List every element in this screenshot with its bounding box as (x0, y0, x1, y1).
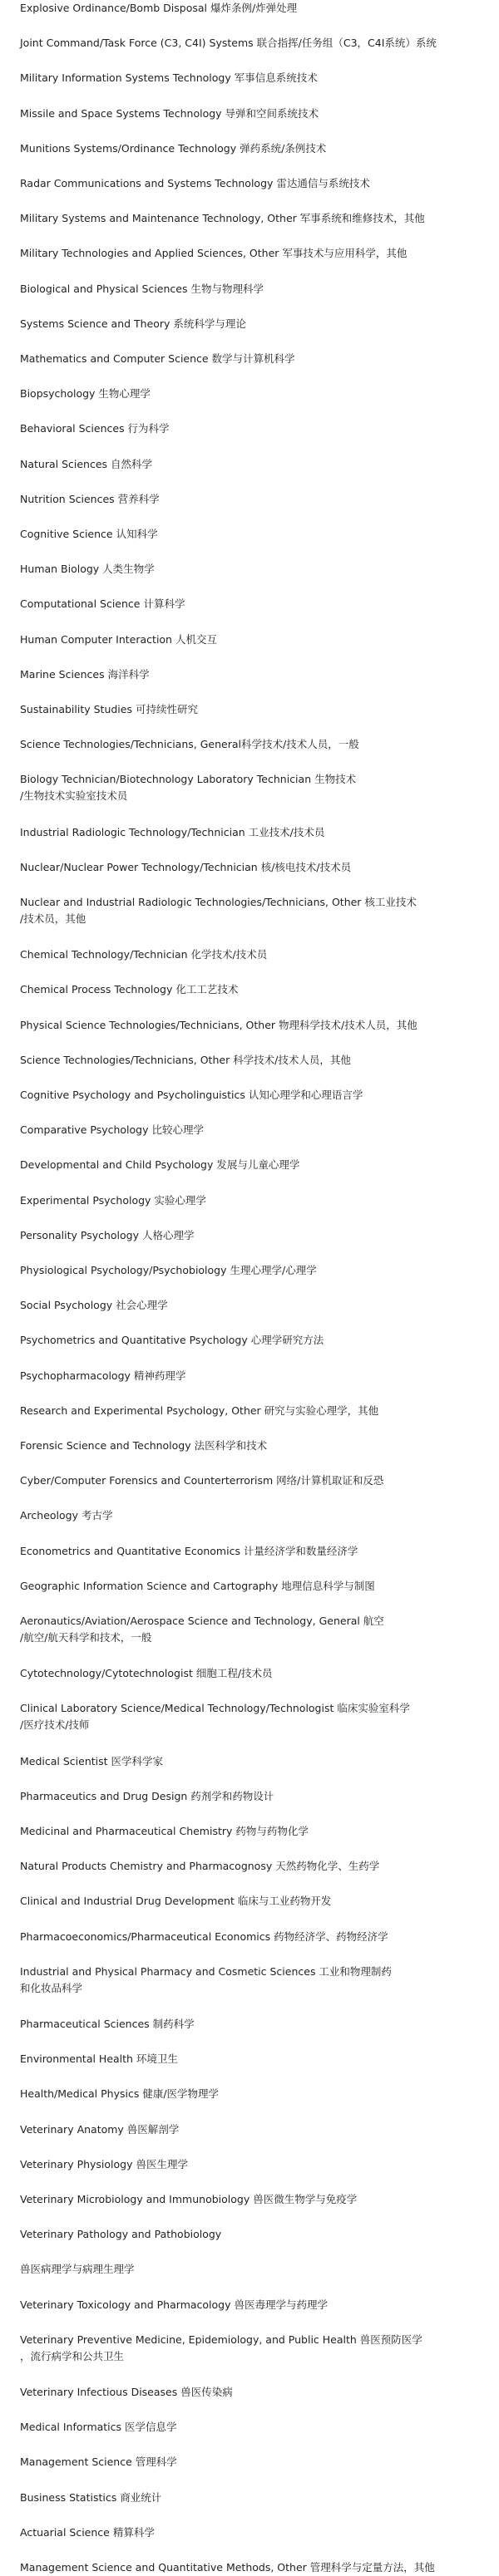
list-item-line: Pharmaceutics and Drug Design 药剂学和药物设计 (20, 1789, 274, 1802)
list-item (20, 1368, 469, 1384)
list-item-line: Chemical Process Technology 化工工艺技术 (20, 983, 239, 996)
list-item-line: Business Statistics 商业统计 (20, 2490, 162, 2504)
list-item (20, 701, 469, 718)
list-item (20, 2191, 469, 2208)
list-item-line: Marine Sciences 海洋科学 (20, 667, 150, 681)
list-item-line: Natural Products Chemistry and Pharmacognosy 天然药物化学、生药学 (20, 1860, 380, 1873)
list-item (20, 386, 469, 402)
list-item (20, 491, 469, 508)
list-item (20, 210, 469, 227)
list-item (20, 2297, 469, 2313)
list-item-line: Science Technologies/Technicians, General科学技术/技术人员，一般 (20, 738, 359, 751)
list-item (20, 2086, 469, 2102)
list-item-line: Management Science 管理科学 (20, 2456, 177, 2469)
list-item (20, 1507, 469, 1524)
list-item-line: Nutrition Sciences 营养科学 (20, 492, 160, 505)
list-item-line: Developmental and Child Psychology 发展与儿童心理学 (20, 1158, 300, 1172)
list-item (20, 0, 469, 17)
list-item-line: Radar Communications and Systems Technology 雷达通信与系统技术 (20, 177, 370, 189)
list-item (20, 1665, 469, 1682)
list-item-line: Aeronautics/Aviation/Aerospace Science and Technology, General 航空 (20, 1615, 384, 1627)
list-item (20, 1858, 469, 1875)
list-item-line: Industrial Radiologic Technology/Technician 工业技术/技术员 (20, 825, 325, 838)
list-item-line: Physical Science Technologies/Technicians, Other 物理科学技术/技术人员，其他 (20, 1018, 417, 1031)
list-item (20, 2051, 469, 2067)
list-item-line: Veterinary Preventive Medicine, Epidemiology, and Public Health 兽医预防医学 (20, 2333, 422, 2346)
list-item (20, 245, 469, 262)
list-item (20, 2121, 469, 2138)
list-item (20, 1227, 469, 1244)
list-item (20, 1192, 469, 1209)
list-item-line: Industrial and Physical Pharmacy and Cosmetic Sciences 工业和物理制药 (20, 1964, 392, 1978)
list-item-line: Clinical Laboratory Science/Medical Technology/Technologist 临床实验室科学 (20, 1702, 410, 1715)
list-item-line: Experimental Psychology 实验心理学 (20, 1193, 206, 1207)
list-item-line: Geographic Information Science and Cartography 地理信息科学与制图 (20, 1579, 375, 1592)
list-item (20, 736, 469, 753)
list-item-line: Medical Informatics 医学信息学 (20, 2421, 177, 2434)
list-item-line: Sustainability Studies 可持续性研究 (20, 703, 198, 715)
list-item-line: Social Psychology 社会心理学 (20, 1299, 168, 1312)
list-item (20, 351, 469, 367)
list-item-line: Military Technologies and Applied Sciences, Other 军事技术与应用科学，其他 (20, 247, 408, 260)
list-item-line: Veterinary Pathology and Pathobiology (20, 2228, 222, 2241)
list-item-line: Medicinal and Pharmaceutical Chemistry 药物与药物化学 (20, 1825, 309, 1837)
list-item (20, 420, 469, 437)
list-item-line: /生物技术实验室技术员 (20, 789, 128, 803)
list-item (20, 2419, 469, 2436)
list-item (20, 981, 469, 998)
list-item-line: Computational Science 计算科学 (20, 597, 185, 611)
list-item-line: Science Technologies/Technicians, Other 科学技术/技术人员，其他 (20, 1053, 351, 1066)
list-item-line: Physiological Psychology/Psychobiology 生理心理学/心理学 (20, 1264, 317, 1276)
list-item (20, 1472, 469, 1489)
list-item (20, 2156, 469, 2173)
list-item-line: Psychopharmacology 精神药理学 (20, 1369, 186, 1382)
list-item-line: Munitions Systems/Ordinance Technology 弹药系统/条例技术 (20, 141, 327, 155)
list-item (20, 70, 469, 86)
list-item-line: Personality Psychology 人格心理学 (20, 1228, 195, 1241)
list-item-line: Chemical Technology/Technician 化学技术/技术员 (20, 948, 268, 961)
list-item (20, 1753, 469, 1770)
list-item (20, 1929, 469, 1945)
list-item-line: Joint Command/Task Force (C3, C4I) Systems 联合指挥/任务组（C3，C4I系统）系统 (20, 37, 437, 50)
list-item (20, 824, 469, 841)
list-item (20, 106, 469, 122)
list-item-line: /医疗技术/技师 (20, 1718, 90, 1732)
list-item-line: Nuclear/Nuclear Power Technology/Technician 核/核电技术/技术员 (20, 860, 352, 873)
list-item-line: Natural Sciences 自然科学 (20, 457, 153, 470)
list-item-line: Veterinary Physiology 兽医生理学 (20, 2157, 188, 2170)
list-item-line: Nuclear and Industrial Radiologic Technologies/Technicians, Other 核工业技术 (20, 896, 417, 908)
list-item-line: Psychometrics and Quantitative Psychology 心理学研究方法 (20, 1334, 324, 1347)
list-item (20, 1964, 469, 1997)
list-item-line: Veterinary Infectious Diseases 兽医传染病 (20, 2386, 233, 2398)
list-item (20, 946, 469, 963)
list-item-line: Cognitive Science 认知科学 (20, 528, 158, 540)
list-item-line: Archeology 考古学 (20, 1509, 113, 1522)
list-item (20, 596, 469, 612)
list-item-line: Health/Medical Physics 健康/医学物理学 (20, 2087, 220, 2101)
list-item-line: Cyber/Computer Forensics and Counterterrorism 网络/计算机取证和反恐 (20, 1474, 384, 1487)
list-item (20, 281, 469, 297)
list-item-line: Cytotechnology/Cytotechnologist 细胞工程/技术员 (20, 1667, 273, 1680)
list-item-line: Econometrics and Quantitative Economics 计量经济学和数量经济学 (20, 1544, 358, 1557)
list-item (20, 2454, 469, 2470)
list-item (20, 2559, 469, 2576)
list-item (20, 2226, 469, 2243)
list-item-line: Cognitive Psychology and Psycholinguistics 认知心理学和心理语言学 (20, 1089, 363, 1101)
list-item (20, 1332, 469, 1349)
list-item (20, 1438, 469, 1454)
list-item-line: Explosive Ordinance/Bomb Disposal 爆炸条例/炸弹处理 (20, 2, 298, 14)
list-item-line: Biopsychology 生物心理学 (20, 387, 151, 401)
list-item (20, 526, 469, 543)
list-item-line: Biology Technician/Biotechnology Laboratory Technician 生物技术 (20, 773, 357, 786)
list-item-line: Veterinary Anatomy 兽医解剖学 (20, 2122, 180, 2136)
list-item-line: ，流行病学和公共卫生 (20, 2349, 125, 2362)
list-item (20, 2261, 469, 2278)
list-item-line: Actuarial Science 精算科学 (20, 2525, 155, 2539)
list-item (20, 1823, 469, 1840)
list-item-line: Forensic Science and Technology 法医科学和技术 (20, 1439, 268, 1452)
list-item (20, 1262, 469, 1279)
list-item-line: Military Systems and Maintenance Technology, Other 军事系统和维修技术，其他 (20, 212, 425, 225)
list-item-line: Veterinary Toxicology and Pharmacology 兽医毒理学与药理学 (20, 2298, 328, 2311)
list-item-line: Missile and Space Systems Technology 导弹和空间系统技术 (20, 106, 319, 120)
list-item-line: Medical Scientist 医学科学家 (20, 1754, 164, 1767)
list-item (20, 2332, 469, 2365)
list-item-line: Management Science and Quantitative Methods, Other 管理科学与定量方法，其他 (20, 2561, 435, 2574)
list-item-line: 和化妆品科学 (20, 1981, 83, 1994)
list-item (20, 456, 469, 473)
list-item (20, 2016, 469, 2033)
list-item (20, 1122, 469, 1138)
list-item-line: Research and Experimental Psychology, Other 研究与实验心理学，其他 (20, 1404, 379, 1417)
list-item (20, 2384, 469, 2401)
list-item (20, 1543, 469, 1560)
list-item-line: /技术员，其他 (20, 912, 86, 925)
list-item (20, 1052, 469, 1069)
list-item (20, 1157, 469, 1173)
list-item (20, 1788, 469, 1805)
list-item-line: Human Computer Interaction 人机交互 (20, 632, 217, 646)
list-item (20, 1087, 469, 1104)
list-item (20, 632, 469, 648)
list-item (20, 316, 469, 332)
list-item (20, 771, 469, 804)
list-item (20, 859, 469, 876)
list-item (20, 1893, 469, 1910)
list-item-line: Military Information Systems Technology 军事信息系统技术 (20, 71, 318, 85)
list-item (20, 1700, 469, 1733)
list-item-line: Systems Science and Theory 系统科学与理论 (20, 317, 246, 330)
list-item-line: Comparative Psychology 比较心理学 (20, 1123, 204, 1137)
list-item-line: Pharmacoeconomics/Pharmaceutical Economics 药物经济学、药物经济学 (20, 1930, 388, 1943)
list-item-line: /航空/航天科学和技术，一般 (20, 1631, 152, 1644)
list-item (20, 35, 469, 52)
list-item (20, 2524, 469, 2541)
list-item (20, 666, 469, 683)
list-item (20, 175, 469, 192)
list-item (20, 1613, 469, 1646)
list-item-line: Environmental Health 环境卫生 (20, 2052, 178, 2066)
list-item (20, 1403, 469, 1419)
list-item-line: Biological and Physical Sciences 生物与物理科学 (20, 282, 264, 295)
list-item (20, 561, 469, 578)
list-item-line: Human Biology 人类生物学 (20, 563, 155, 576)
list-item-line: Veterinary Microbiology and Immunobiology 兽医微生物学与免疫学 (20, 2193, 358, 2205)
list-item (20, 2490, 469, 2506)
list-item-line: 兽医病理学与病理生理学 (20, 2263, 135, 2276)
list-item-line: Behavioral Sciences 行为科学 (20, 422, 170, 435)
list-item (20, 1017, 469, 1034)
list-item (20, 1578, 469, 1595)
list-item (20, 140, 469, 157)
list-item-line: Clinical and Industrial Drug Development 临床与工业药物开发 (20, 1895, 332, 1908)
list-item (20, 894, 469, 927)
list-item-line: Pharmaceutical Sciences 制药科学 (20, 2018, 195, 2030)
list-item (20, 1297, 469, 1314)
list-item-line: Mathematics and Computer Science 数学与计算机科学 (20, 352, 295, 365)
